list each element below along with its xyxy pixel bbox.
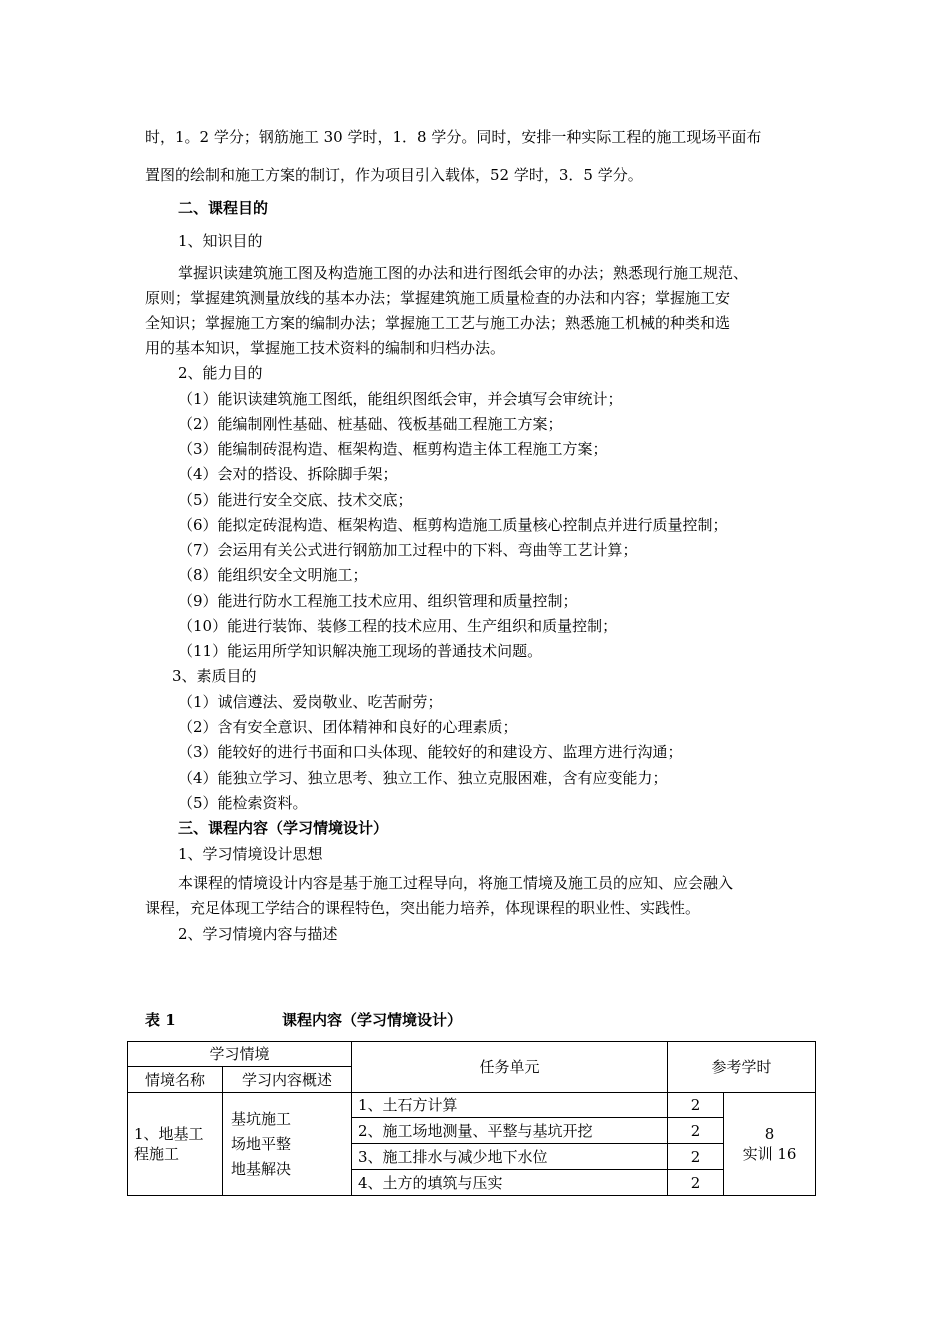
header-reference-hours: 参考学时	[668, 1042, 816, 1093]
design-idea-line: 课程，充足体现工学结合的课程特色，突出能力培养，体现课程的职业性、实践性。	[145, 899, 701, 917]
knowledge-line: 全知识；掌握施工方案的编制办法；掌握施工工艺与施工办法；熟悉施工机械的种类和选	[145, 314, 731, 332]
ability-item: （4）会对的搭设、拆除脚手架；	[178, 465, 398, 483]
task-hours-cell: 2	[668, 1144, 724, 1170]
header-task-unit: 任务单元	[352, 1042, 668, 1093]
ability-heading: 2、能力目的	[178, 364, 263, 382]
intro-line-2: 置图的绘制和施工方案的制订，作为项目引入载体，52 学时，3．5 学分。	[145, 166, 643, 184]
table-caption-title: 课程内容（学习情境设计）	[282, 1011, 463, 1029]
quality-item: （4）能独立学习、独立思考、独立工作、独立克服困难，含有应变能力；	[178, 769, 668, 787]
knowledge-line: 用的基本知识，掌握施工技术资料的编制和归档办法。	[145, 339, 506, 357]
situation-name-line: 程施工	[134, 1145, 180, 1163]
total-hours-cell	[724, 1093, 816, 1196]
ability-item: （8）能组织安全文明施工；	[178, 566, 368, 584]
ability-item: （1）能识读建筑施工图纸，能组织图纸会审，并会填写会审统计；	[178, 390, 623, 408]
ability-item: （6）能拟定砖混构造、框架构造、框剪构造施工质量核心控制点并进行质量控制；	[178, 516, 728, 534]
quality-item: （5）能检索资料。	[178, 794, 308, 812]
ability-item: （10）能进行装饰、装修工程的技术应用、生产组织和质量控制；	[178, 617, 618, 635]
header-content-overview: 学习内容概述	[223, 1067, 352, 1093]
table-header-row	[128, 1042, 816, 1067]
training-hours-value: 实训 16	[742, 1145, 797, 1163]
section-heading-objectives: 二、课程目的	[178, 199, 269, 217]
quality-item: （2）含有安全意识、团体精神和良好的心理素质；	[178, 718, 518, 736]
design-idea-line: 本课程的情境设计内容是基于施工过程导向，将施工情境及施工员的应知、应会融入	[178, 874, 734, 892]
task-hours-cell: 2	[668, 1093, 724, 1118]
knowledge-line: 掌握识读建筑施工图及构造施工图的办法和进行图纸会审的办法；熟悉现行施工规范、	[178, 264, 749, 282]
task-hours-cell: 2	[668, 1170, 724, 1196]
ability-item: （2）能编制刚性基础、桩基础、筏板基础工程施工方案；	[178, 415, 563, 433]
knowledge-heading: 1、知识目的	[178, 232, 263, 250]
design-idea-heading: 1、学习情境设计思想	[178, 845, 323, 863]
header-situation-name: 情境名称	[128, 1067, 223, 1093]
total-hours-value: 8	[764, 1125, 775, 1143]
knowledge-line: 原则；掌握建筑测量放线的基本办法；掌握建筑施工质量检查的办法和内容；掌握施工安	[145, 289, 731, 307]
content-description-heading: 2、学习情境内容与描述	[178, 925, 338, 943]
overview-line: 基坑施工	[231, 1109, 292, 1128]
ability-item: （7）会运用有关公式进行钢筋加工过程中的下料、弯曲等工艺计算；	[178, 541, 638, 559]
task-unit-cell: 1、土石方计算	[352, 1093, 668, 1118]
quality-item: （1）诚信遵法、爱岗敬业、吃苦耐劳；	[178, 693, 443, 711]
table-row	[128, 1093, 816, 1118]
overview-line: 场地平整	[231, 1134, 292, 1153]
task-unit-cell: 3、施工排水与减少地下水位	[352, 1144, 668, 1170]
ability-item: （9）能进行防水工程施工技术应用、组织管理和质量控制；	[178, 592, 578, 610]
intro-line-1: 时，1。2 学分；钢筋施工 30 学时，1．8 学分。同时，安排一种实际工程的施工现场平面布	[145, 128, 762, 146]
situation-name-line: 1、地基工	[134, 1125, 204, 1143]
quality-heading: 3、素质目的	[172, 667, 257, 685]
task-unit-cell: 2、施工场地测量、平整与基坑开挖	[352, 1118, 668, 1144]
ability-item: （11）能运用所学知识解决施工现场的普通技术问题。	[178, 642, 543, 660]
table-caption-number: 表 1	[145, 1011, 176, 1029]
content-overview-cell	[223, 1093, 352, 1196]
situation-name-cell	[128, 1093, 223, 1196]
ability-item: （3）能编制砖混构造、框架构造、框剪构造主体工程施工方案；	[178, 440, 608, 458]
task-hours-cell: 2	[668, 1118, 724, 1144]
overview-line: 地基解决	[231, 1159, 292, 1178]
task-unit-cell: 4、土方的填筑与压实	[352, 1170, 668, 1196]
header-learning-situation: 学习情境	[128, 1042, 352, 1067]
quality-item: （3）能较好的进行书面和口头体现、能较好的和建设方、监理方进行沟通；	[178, 743, 683, 761]
ability-item: （5）能进行安全交底、技术交底；	[178, 491, 413, 509]
course-content-table	[127, 1041, 816, 1196]
section-heading-content: 三、课程内容（学习情境设计）	[178, 819, 389, 837]
